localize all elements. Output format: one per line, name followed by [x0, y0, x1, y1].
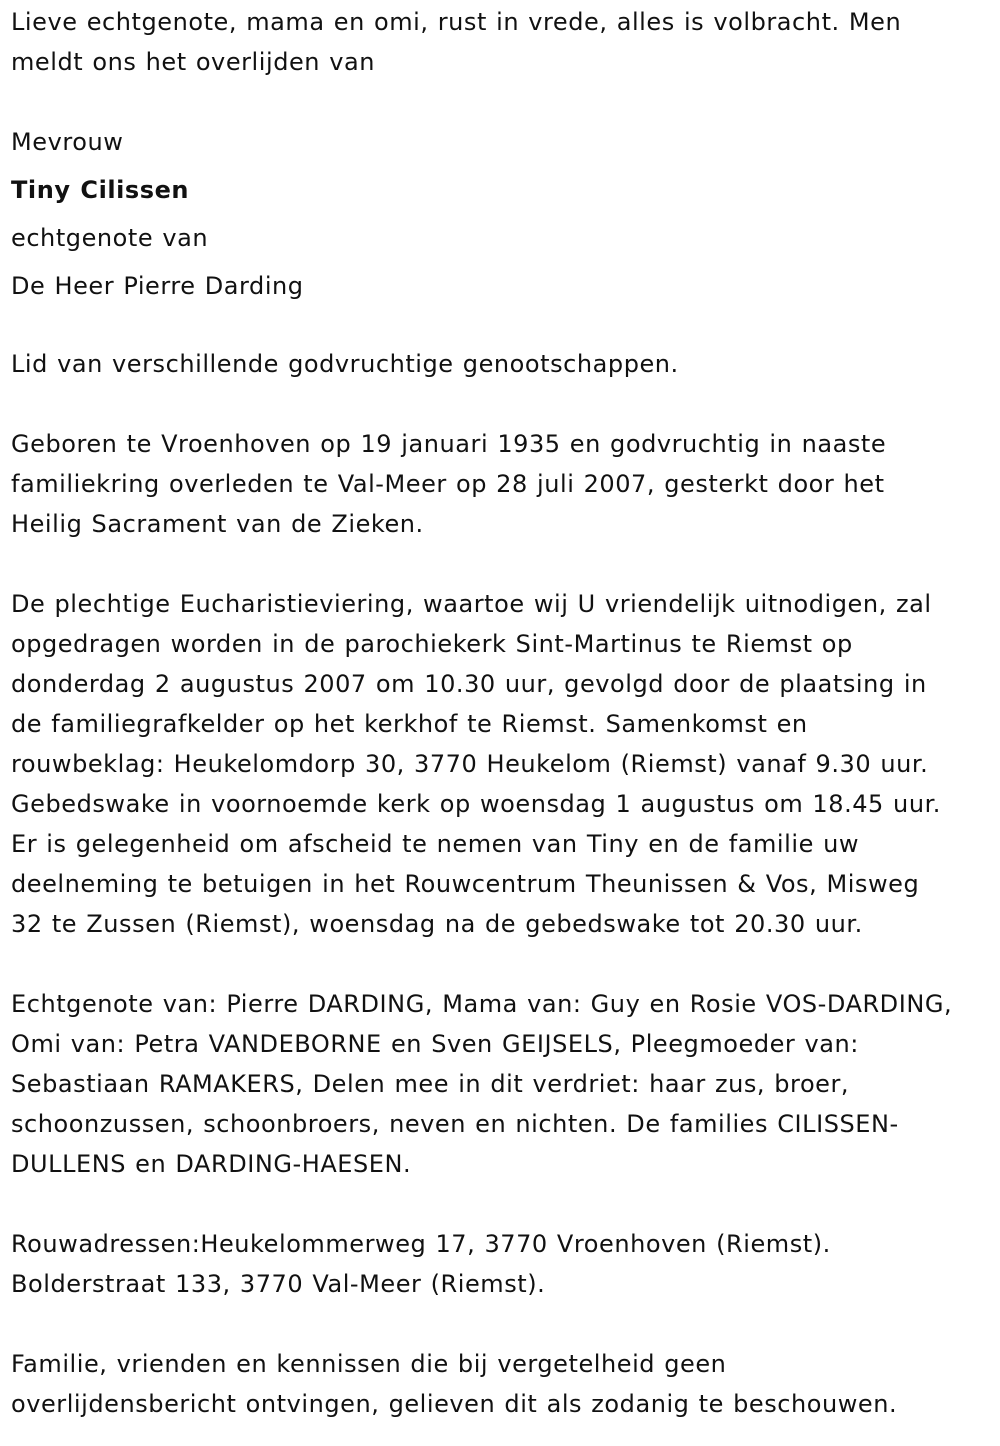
- family-line: Omi van: Petra VANDEBORNE en Sven GEIJSELS, Pleegmoeder van:: [11, 1030, 859, 1058]
- paragraph-spacer: [11, 384, 990, 424]
- closing-line: overlijdensbericht ontvingen, gelieven dit als zodanig te beschouwen.: [11, 1390, 898, 1418]
- ceremony-line: de familiegrafkelder op het kerkhof te Riemst. Samenkomst en: [11, 710, 808, 738]
- membership-paragraph: [11, 344, 990, 384]
- ceremony-line: donderdag 2 augustus 2007 om 10.30 uur, gevolgd door de plaatsing in: [11, 670, 927, 698]
- paragraph-spacer: [11, 544, 990, 584]
- paragraph-spacer: [11, 1184, 990, 1224]
- birth-line: Geboren te Vroenhoven op 19 januari 1935 en godvruchtig in naaste: [11, 430, 887, 458]
- family-line: Echtgenote van: Pierre DARDING, Mama van: Guy en Rosie VOS-DARDING,: [11, 990, 953, 1018]
- ceremony-paragraph: [11, 584, 990, 944]
- family-line: Sebastiaan RAMAKERS, Delen mee in dit verdriet: haar zus, broer,: [11, 1070, 850, 1098]
- birth-line: Heilig Sacrament van de Zieken.: [11, 510, 424, 538]
- membership-line: Lid van verschillende godvruchtige genootschappen.: [11, 350, 679, 378]
- closing-paragraph: [11, 1344, 990, 1424]
- ceremony-line: opgedragen worden in de parochiekerk Sint-Martinus te Riemst op: [11, 630, 853, 658]
- closing-line: Familie, vrienden en kennissen die bij vergetelheid geen: [11, 1350, 727, 1378]
- ceremony-line: Er is gelegenheid om afscheid te nemen van Tiny en de familie uw: [11, 830, 860, 858]
- ceremony-line: Gebedswake in voornoemde kerk op woensdag 1 augustus om 18.45 uur.: [11, 790, 941, 818]
- birth-line: familiekring overleden te Val-Meer op 28 juli 2007, gesterkt door het: [11, 470, 885, 498]
- ceremony-line: 32 te Zussen (Riemst), woensdag na de gebedswake tot 20.30 uur.: [11, 910, 863, 938]
- ceremony-line: rouwbeklag: Heukelomdorp 30, 3770 Heukelom (Riemst) vanaf 9.30 uur.: [11, 750, 929, 778]
- family-line: DULLENS en DARDING-HAESEN.: [11, 1150, 412, 1178]
- address-line: Rouwadressen:Heukelommerweg 17, 3770 Vroenhoven (Riemst).: [11, 1230, 831, 1258]
- address-paragraph: [11, 1224, 990, 1304]
- ceremony-line: deelneming te betuigen in het Rouwcentrum Theunissen & Vos, Misweg: [11, 870, 920, 898]
- paragraph-spacer: [11, 310, 990, 344]
- paragraph-spacer: [11, 1304, 990, 1344]
- paragraph-spacer: [11, 82, 990, 122]
- paragraph-spacer: [11, 944, 990, 984]
- family-paragraph: [11, 984, 990, 1184]
- intro-paragraph: [11, 2, 990, 82]
- address-line: Bolderstraat 133, 3770 Val-Meer (Riemst).: [11, 1270, 546, 1298]
- intro-line: meldt ons het overlijden van: [11, 48, 376, 76]
- family-line: schoonzussen, schoonbroers, neven en nichten. De families CILISSEN-: [11, 1110, 899, 1138]
- ceremony-line: De plechtige Eucharistieviering, waartoe wij U vriendelijk uitnodigen, zal: [11, 590, 932, 618]
- spouse-name: De Heer Pierre Darding: [11, 272, 304, 300]
- birth-death-paragraph: [11, 424, 990, 544]
- intro-line: Lieve echtgenote, mama en omi, rust in vrede, alles is volbracht. Men: [11, 8, 902, 36]
- relation-label: echtgenote van: [11, 224, 209, 252]
- honorific: Mevrouw: [11, 128, 124, 156]
- deceased-name: Tiny Cilissen: [11, 176, 190, 204]
